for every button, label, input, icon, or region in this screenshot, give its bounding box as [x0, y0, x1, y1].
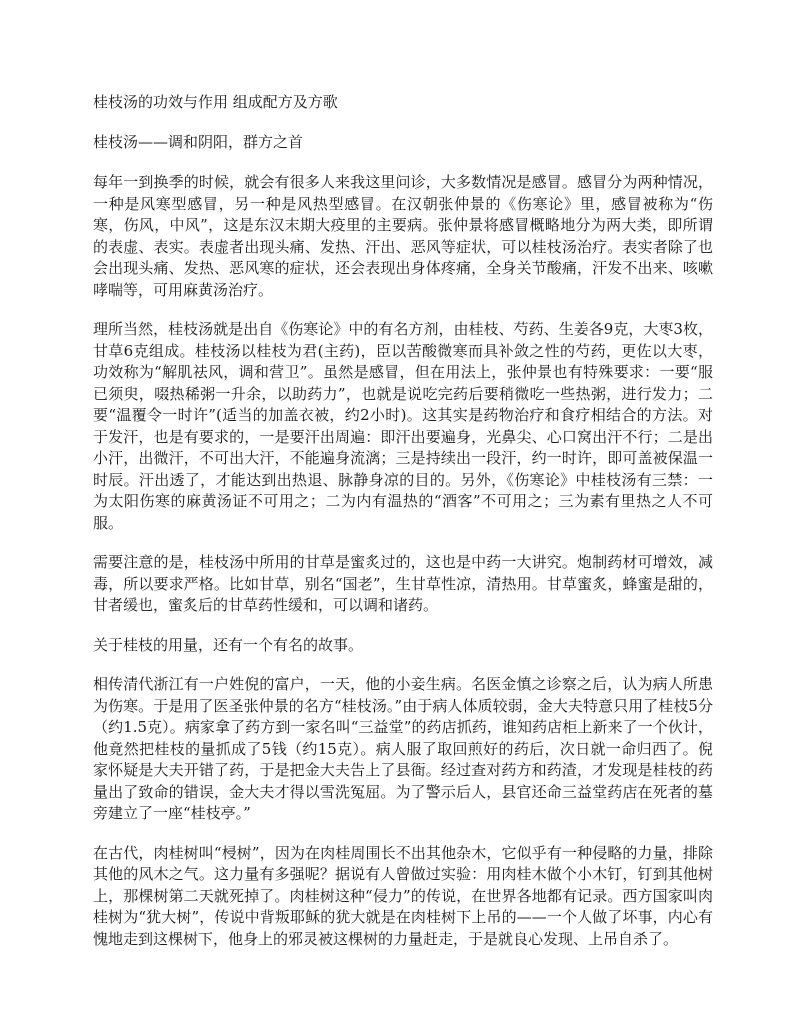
- paragraph-cold-types: 每年一到换季的时候，就会有很多人来我这里问诊，大多数情况是感冒。感冒分为两种情况，一种是风寒型感冒，另一种是风热型感冒。在汉朝张仲景的《伤寒论》里，感冒被称为“伤寒，伤风，中风”，这是东汉末期大疫里的主要病。张仲景将感冒概略地分为两大类，即所谓的表虚、表实。表虚者出现头痛、发热、汗出、恶风等症状，可以桂枝汤治疗。表实者除了也会出现头痛、发热、恶风寒的症状，还会表现出身体疼痛，全身关节酸痛，汗发不出来、咳嗽哮喘等，可用麻黄汤治疗。: [93, 173, 713, 299]
- paragraph-licorice-note: 需要注意的是，桂枝汤中所用的甘草是蜜炙过的，这也是中药一大讲究。炮制药材可增效，减毒，所以要求严格。比如甘草，别名“国老”，生甘草性凉，清热用。甘草蜜炙，蜂蜜是甜的，甘者缓也，蜜炙后的甘草药性缓和，可以调和诸药。: [93, 553, 713, 614]
- document-page: [93, 92, 713, 968]
- paragraph-dosage-intro: 关于桂枝的用量，还有一个有名的故事。: [93, 635, 364, 654]
- paragraph-dosage-story: 相传清代浙江有一户姓倪的富户，一天，他的小妾生病。名医金慎之诊察之后，认为病人所患为伤寒。于是用了医圣张仲景的名方“桂枝汤。”由于病人体质较弱，金大夫特意只用了桂枝5分（约1.5克）。病家拿了药方到一家名叫“三益堂”的药店抓药，谁知药店柜上新来了一个伙计，他竟然把桂枝的量抓成了5钱（约15克）。病人服了取回煎好的药后，次日就一命归西了。倪家怀疑是大夫开错了药，于是把金大夫告上了县衙。经过查对药方和药渣，才发现是桂枝的药量出了致命的错误，金大夫才得以雪洗冤屈。为了警示后人，县官还命三益堂药店在死者的墓旁建立了一座“桂枝亭。”: [93, 675, 713, 822]
- paragraph-guizhi-formula: 理所当然，桂枝汤就是出自《伤寒论》中的有名方剂，由桂枝、芍药、生姜各9克，大枣3枚，甘草6克组成。桂枝汤以桂枝为君(主药)，臣以苦酸微寒而具补敛之性的芍药，更佐以大枣，功效称为“解肌祛风，调和营卫”。虽然是感冒，但在用法上，张仲景也有特殊要求：一要“服已须臾，啜热稀粥一升余，以助药力”，也就是说吃完药后要稍微吃一些热粥，进行发力；二要“温覆令一时许”(适当的加盖衣被，约2小时)。这其实是药物治疗和食疗相结合的方法。对于发汗，也是有要求的，一是要汗出周遍：即汗出要遍身，光鼻尖、心口窝出汗不行；二是出小汗，出微汗，不可出大汗，不能遍身流漓；三是持续出一段汗，约一时许，即可盖被保温一时辰。汗出透了，才能达到出热退、脉静身凉的目的。另外，《伤寒论》中桂枝汤有三禁：一为太阳伤寒的麻黄汤证不可用之；二为内有温热的“酒客”不可用之；三为素有里热之人不可服。: [93, 320, 713, 532]
- page-title: 桂枝汤的功效与作用 组成配方及方歌: [93, 93, 338, 111]
- section-heading: 桂枝汤——调和阴阳，群方之首: [93, 132, 304, 151]
- paragraph-cinnamon-tree: 在古代，肉桂树叫“梫树”，因为在肉桂周围长不出其他杂木，它似乎有一种侵略的力量，排除其他的风木之气。这力量有多强呢？据说有人曾做过实验：用肉桂木做个小木钉，钉到其他树上，那棵树第二天就死掉了。肉桂树这种“侵力”的传说，在世界各地都有记录。西方国家叫肉桂树为“犹大树”，传说中背叛耶稣的犹大就是在肉桂树下上吊的——一个人做了坏事，内心有愧地走到这棵树下，他身上的邪灵被这棵树的力量赶走，于是就良心发现、上吊自杀了。: [93, 843, 713, 948]
